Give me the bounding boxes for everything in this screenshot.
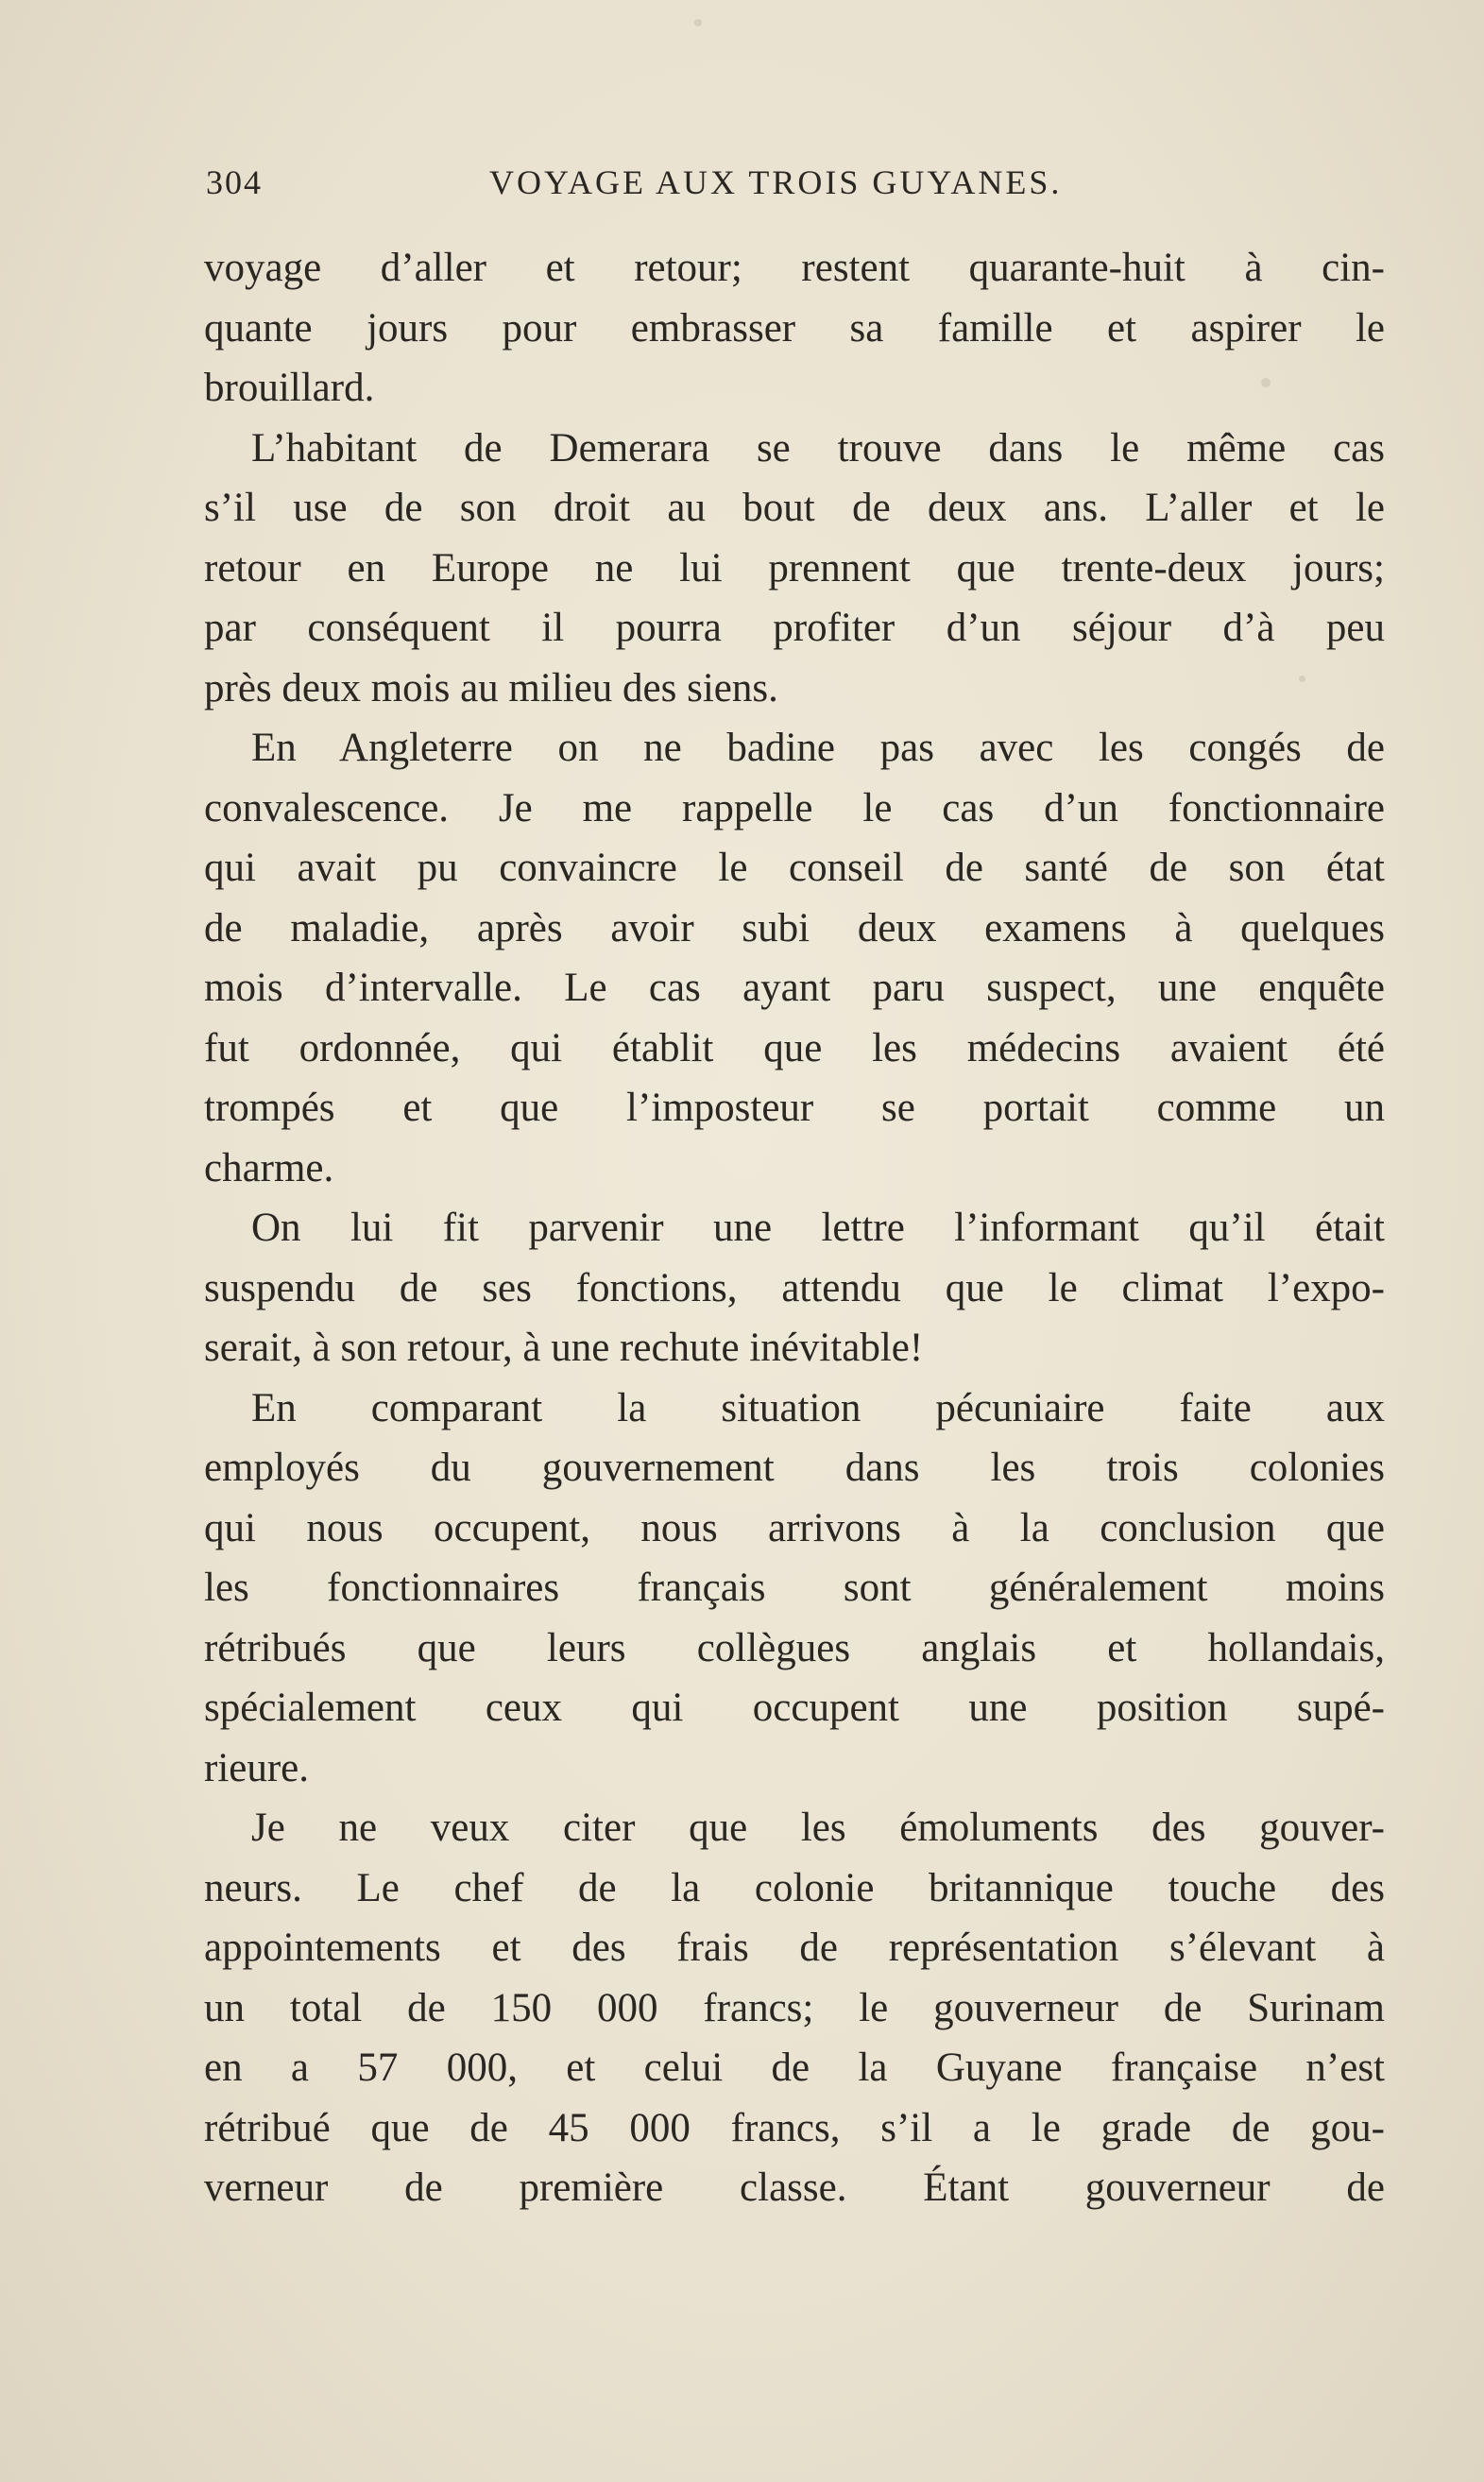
text-line: qui avait pu convaincre le conseil de santé de son état: [204, 846, 1385, 890]
text-line: qui nous occupent, nous arrivons à la conclusion que: [204, 1505, 1385, 1550]
text-line: neurs. Le chef de la colonie britannique touche des: [204, 1865, 1385, 1910]
text-line: convalescence. Je me rappelle le cas d’un fonctionnaire: [204, 785, 1385, 830]
text-line: quante jours pour embrasser sa famille et aspirer le: [204, 305, 1385, 351]
text-line: En Angleterre on ne badine pas avec les congés de: [251, 726, 1385, 770]
text-line: employés du gouvernement dans les trois colonies: [204, 1446, 1385, 1490]
paper-stain: [694, 19, 702, 26]
text-line: de maladie, après avoir subi deux examens à quelques: [204, 905, 1385, 950]
text-line: mois d’intervalle. Le cas ayant paru suspect, une enquête: [204, 966, 1385, 1010]
text-line: les fonctionnaires français sont généralement moins: [204, 1566, 1385, 1610]
text-line: spécialement ceux qui occupent une position supé-: [204, 1686, 1385, 1730]
text-line: trompés et que l’imposteur se portait comme un: [204, 1086, 1385, 1130]
text-line: en a 57 000, et celui de la Guyane française n’est: [204, 2046, 1385, 2090]
text-line: s’il use de son droit au bout de deux ans. L’aller et le: [204, 486, 1385, 530]
running-title: VOYAGE AUX TROIS GUYANES.: [489, 163, 1063, 201]
text-line: En comparant la situation pécuniaire faite aux: [251, 1385, 1385, 1430]
text-line: charme.: [204, 1145, 334, 1190]
text-line: brouillard.: [204, 366, 375, 410]
text-line: serait, à son retour, à une rechute inévitable!: [204, 1326, 924, 1370]
page-number: 304: [206, 163, 263, 201]
text-line: On lui fit parvenir une lettre l’informant qu’il était: [251, 1206, 1385, 1250]
text-line: fut ordonnée, qui établit que les médecins avaient été: [204, 1025, 1385, 1070]
text-line: verneur de première classe. Étant gouverneur de: [204, 2165, 1385, 2210]
text-line: retour en Europe ne lui prennent que trente-deux jours;: [204, 545, 1385, 591]
text-line: près deux mois au milieu des siens.: [204, 665, 778, 710]
body-text: [204, 238, 1385, 2218]
text-line: rétribué que de 45 000 francs, s’il a le grade de gou-: [204, 2105, 1385, 2150]
text-line: rieure.: [204, 1745, 310, 1790]
text-line: L’habitant de Demerara se trouve dans le même cas: [251, 425, 1385, 471]
text-line: par conséquent il pourra profiter d’un séjour d’à peu: [204, 606, 1385, 650]
text-line: rétribués que leurs collègues anglais et hollandais,: [204, 1625, 1385, 1670]
running-head: [206, 163, 1382, 215]
text-line: voyage d’aller et retour; restent quarante-huit à cin-: [204, 246, 1385, 290]
text-line: un total de 150 000 francs; le gouverneur de Surinam: [204, 1985, 1385, 2030]
text-line: Je ne veux citer que les émoluments des gouver-: [251, 1806, 1385, 1850]
text-line: suspendu de ses fonctions, attendu que le climat l’expo-: [204, 1265, 1385, 1310]
text-line: appointements et des frais de représentation s’élevant à: [204, 1926, 1385, 1970]
